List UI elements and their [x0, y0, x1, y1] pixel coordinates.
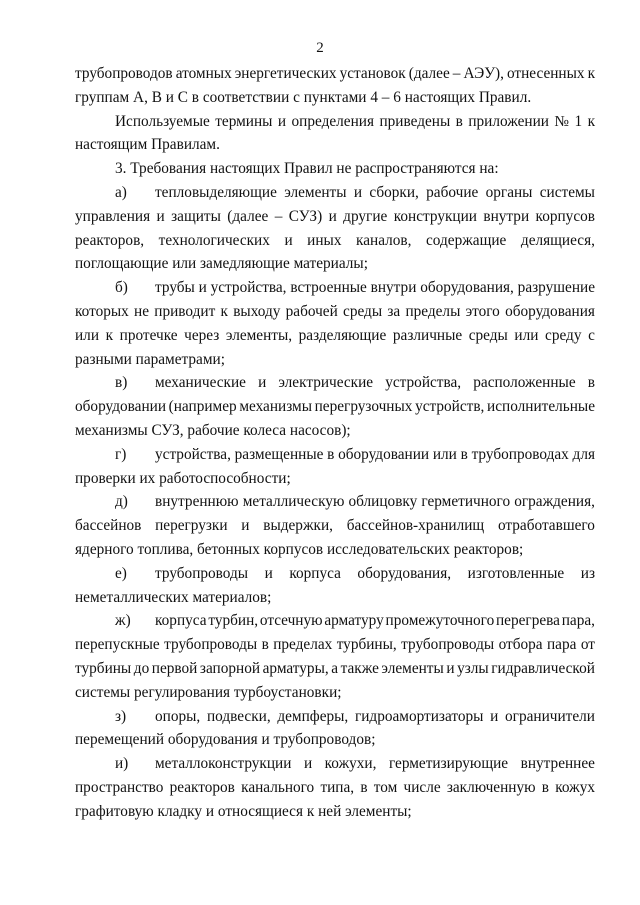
list-item-first-line	[75, 705, 595, 729]
word: конструкции	[393, 207, 477, 225]
word: этого	[465, 302, 500, 320]
word: приложении	[468, 112, 549, 130]
word: элементы,	[225, 326, 293, 344]
word: трубопроводах	[471, 445, 569, 463]
word: внутреннюю	[155, 493, 239, 511]
word: 1	[574, 112, 583, 130]
word: до	[133, 659, 150, 677]
word: металлическую	[242, 493, 345, 511]
word: исполнительные	[487, 398, 595, 416]
word: отсечную	[259, 612, 323, 630]
list-item-marker: д)	[115, 493, 128, 511]
word: из	[580, 564, 595, 582]
word: встроенные	[290, 279, 367, 297]
word: также	[340, 659, 379, 677]
text-line: группам А, В и С в соответствии с пунктами 4 – 6 настоящих Правил.	[75, 88, 532, 106]
word: запорной	[199, 659, 261, 677]
word: отнесенных	[506, 65, 585, 82]
word: среду	[545, 326, 582, 344]
word: разрушение	[517, 279, 595, 297]
word: первой	[151, 659, 198, 677]
list-item-first-line	[75, 371, 595, 395]
paragraph-heading: 3. Требования настоящих Правил не распространяются на:	[115, 160, 499, 178]
text-line	[75, 324, 595, 348]
word: устройства,	[385, 374, 462, 392]
word: или	[75, 326, 100, 344]
word: типа,	[320, 778, 355, 796]
word: в	[541, 778, 549, 796]
word: выдержки,	[263, 517, 333, 535]
list-item-marker: е)	[115, 564, 127, 582]
word: (далее	[408, 65, 450, 82]
word: герметичного	[421, 493, 511, 511]
list-item	[75, 276, 595, 371]
word: не	[134, 302, 150, 320]
word: в	[261, 636, 269, 654]
word: АЭУ),	[463, 65, 504, 82]
word: реакторов	[169, 778, 235, 796]
word: к	[105, 326, 114, 344]
word: турбин,	[208, 612, 259, 630]
word: и	[353, 183, 363, 201]
word: механические	[155, 374, 246, 392]
word: арматуры,	[262, 659, 329, 677]
word: облицовку	[348, 493, 418, 511]
word: –	[274, 207, 283, 225]
word: пара	[547, 636, 577, 654]
list-item-first-line	[75, 752, 595, 776]
text-line	[75, 229, 595, 253]
word: гидравлической	[491, 659, 595, 677]
word: Используемые	[115, 112, 210, 130]
word: демпферы,	[277, 707, 349, 725]
word: и	[156, 207, 165, 225]
text-line: поглощающие или замедляющие материалы;	[75, 255, 368, 273]
text-line	[75, 776, 595, 800]
word: с	[588, 326, 595, 344]
word: в	[360, 778, 368, 796]
word: устройства,	[155, 445, 231, 463]
word: для	[572, 445, 595, 463]
word: перегрузочных	[314, 398, 413, 416]
text-line	[75, 514, 595, 538]
list-item	[75, 609, 595, 704]
text-line	[75, 395, 595, 419]
word: СУЗ)	[288, 207, 323, 225]
word: ограничители	[505, 707, 595, 725]
word: технологических	[158, 231, 270, 249]
word: и	[277, 112, 287, 130]
word: оборудовании	[338, 445, 430, 463]
word: к	[587, 65, 595, 82]
text-line: настоящим Правилам.	[75, 136, 220, 154]
document-body	[75, 62, 595, 824]
list-item	[75, 181, 595, 276]
list-item	[75, 443, 595, 491]
list-item-first-line	[75, 609, 595, 633]
word: устройства,	[210, 279, 287, 297]
word: числе	[403, 778, 441, 796]
word: а	[331, 659, 339, 677]
word: перегрузки	[155, 517, 228, 535]
word: рабочей	[285, 302, 338, 320]
word: в	[460, 445, 468, 463]
word: оборудовании	[75, 398, 167, 416]
word: №	[554, 112, 570, 130]
list-item-first-line	[75, 490, 595, 514]
list-item-first-line	[75, 276, 595, 300]
text-line	[75, 110, 595, 134]
word: изготовленные	[467, 564, 565, 582]
word: оборудования,	[420, 279, 514, 297]
word: заключенную	[446, 778, 536, 796]
word: элементы	[381, 659, 444, 677]
word: подвески,	[206, 707, 271, 725]
word: в	[455, 112, 463, 130]
word: энергетических	[234, 65, 337, 82]
text-line: разными параметрами;	[75, 350, 225, 368]
list-item-text	[155, 181, 595, 205]
word: трубы	[155, 279, 195, 297]
word: бассейнов-хранилищ	[346, 517, 485, 535]
word: к	[220, 302, 228, 320]
text-line	[75, 205, 595, 229]
word: арматуру	[324, 612, 384, 630]
word: которых	[75, 302, 129, 320]
text-line: механизмы СУЗ, рабочие колеса насосов);	[75, 421, 351, 439]
text-line	[75, 62, 595, 86]
list-item-text	[155, 752, 595, 776]
word: узлы	[457, 659, 489, 677]
word: содержащие	[426, 231, 507, 249]
word: приведены	[379, 112, 451, 130]
list-item	[75, 490, 595, 561]
word: устройств,	[415, 398, 485, 416]
word: том	[373, 778, 398, 796]
word: канального	[241, 778, 315, 796]
word: корпусов	[535, 207, 595, 225]
word: тепловыделяющие	[155, 183, 277, 201]
word: и	[241, 517, 250, 535]
word: пределах	[273, 636, 333, 654]
list-item-text	[155, 705, 595, 729]
list-item-marker: з)	[115, 707, 127, 725]
list-item-marker: ж)	[115, 612, 131, 630]
word: корпуса	[289, 564, 341, 582]
text-line	[75, 633, 595, 657]
word: турбины	[75, 659, 132, 677]
text-line: ядерного топлива, бетонных корпусов исследовательских реакторов;	[75, 540, 524, 558]
word: пространство	[75, 778, 164, 796]
items-list	[75, 181, 595, 824]
list-item-marker: в)	[115, 374, 128, 392]
text-line: проверки их работоспособности;	[75, 469, 291, 487]
word: (далее	[227, 207, 269, 225]
word: и	[264, 564, 273, 582]
word: протечке	[119, 326, 178, 344]
word: и	[284, 231, 293, 249]
word: рабочие	[426, 183, 479, 201]
word: внутри	[483, 207, 530, 225]
word: –	[452, 65, 461, 82]
word: турбины,	[336, 636, 397, 654]
list-item-first-line	[75, 181, 595, 205]
word: металлоконструкции	[155, 755, 292, 773]
word: отбора	[498, 636, 543, 654]
word: органы	[485, 183, 533, 201]
word: ограждения,	[514, 493, 595, 511]
word: через	[184, 326, 220, 344]
word: управления	[75, 207, 151, 225]
word: перепускные	[75, 636, 160, 654]
word: электрические	[278, 374, 374, 392]
word: и	[303, 755, 313, 773]
word: и	[328, 207, 337, 225]
word: отработавшего	[497, 517, 595, 535]
word: и	[258, 374, 267, 392]
word: разделяющие	[298, 326, 387, 344]
word: среды	[468, 326, 508, 344]
word: другие	[343, 207, 388, 225]
word: размещенные	[234, 445, 324, 463]
word: или	[514, 326, 539, 344]
text-line	[75, 657, 595, 681]
text-line: системы регулирования турбоустановки;	[75, 683, 342, 701]
list-item-first-line	[75, 562, 595, 586]
list-item-first-line	[75, 443, 595, 467]
word: защиты	[171, 207, 221, 225]
word: пара,	[561, 612, 595, 630]
word: (например	[168, 398, 237, 416]
list-item-text	[155, 609, 595, 633]
word: бассейнов	[75, 517, 142, 535]
word: от	[580, 636, 595, 654]
word: опоры,	[155, 707, 201, 725]
word: расположенные	[473, 374, 576, 392]
page-number: 2	[316, 40, 324, 56]
word: различные	[392, 326, 463, 344]
list-item-text	[155, 276, 595, 300]
word: и	[446, 659, 455, 677]
list-item-text	[155, 490, 595, 514]
list-item-text	[155, 371, 595, 395]
list-item-marker: а)	[115, 183, 127, 201]
word: или	[432, 445, 457, 463]
word: установок	[339, 65, 406, 82]
list-item-marker: г)	[115, 445, 127, 463]
list-item	[75, 705, 595, 753]
word: герметизирующие	[388, 755, 509, 773]
word: кожухи,	[324, 755, 377, 773]
word: в	[327, 445, 335, 463]
list-item-text	[155, 562, 595, 586]
word: приводит	[154, 302, 216, 320]
word: в	[587, 374, 595, 392]
text-line: неметаллических материалов;	[75, 588, 272, 606]
word: трубопроводы	[164, 636, 258, 654]
list-item-marker: б)	[115, 279, 128, 297]
word: за	[387, 302, 401, 320]
word: механизмы	[239, 398, 312, 416]
list-item	[75, 371, 595, 442]
word: и	[198, 279, 207, 297]
word: атомных	[175, 65, 232, 82]
word: оборудования	[505, 302, 595, 320]
word: гидроамортизаторы	[354, 707, 484, 725]
word: трубопроводы	[155, 564, 249, 582]
word: оборудования,	[357, 564, 452, 582]
word: корпуса	[155, 612, 207, 630]
word: определения	[291, 112, 375, 130]
word: выходу	[233, 302, 281, 320]
word: сборки,	[369, 183, 419, 201]
list-item	[75, 562, 595, 610]
word: реакторов,	[75, 231, 145, 249]
word: делящиеся,	[520, 231, 595, 249]
word: перегрева	[496, 612, 560, 630]
word: и	[490, 707, 499, 725]
word: трубопроводы	[401, 636, 495, 654]
word: внутреннее	[520, 755, 595, 773]
text-line	[75, 300, 595, 324]
word: термины	[215, 112, 273, 130]
word: элементы	[284, 183, 347, 201]
list-item	[75, 752, 595, 823]
word: промежуточного	[385, 612, 495, 630]
text-line: перемещений оборудования и трубопроводов;	[75, 731, 376, 749]
word: каналов,	[356, 231, 412, 249]
word: трубопроводов	[75, 65, 173, 82]
list-item-marker: и)	[115, 755, 129, 773]
word: кожух	[555, 778, 595, 796]
word: пределы	[405, 302, 461, 320]
word: системы	[539, 183, 595, 201]
word: иных	[307, 231, 342, 249]
word: к	[587, 112, 595, 130]
text-line: графитовую кладку и относящиеся к ней элементы;	[75, 802, 412, 820]
list-item-text	[155, 443, 595, 467]
word: среды	[343, 302, 383, 320]
word: внутри	[370, 279, 417, 297]
